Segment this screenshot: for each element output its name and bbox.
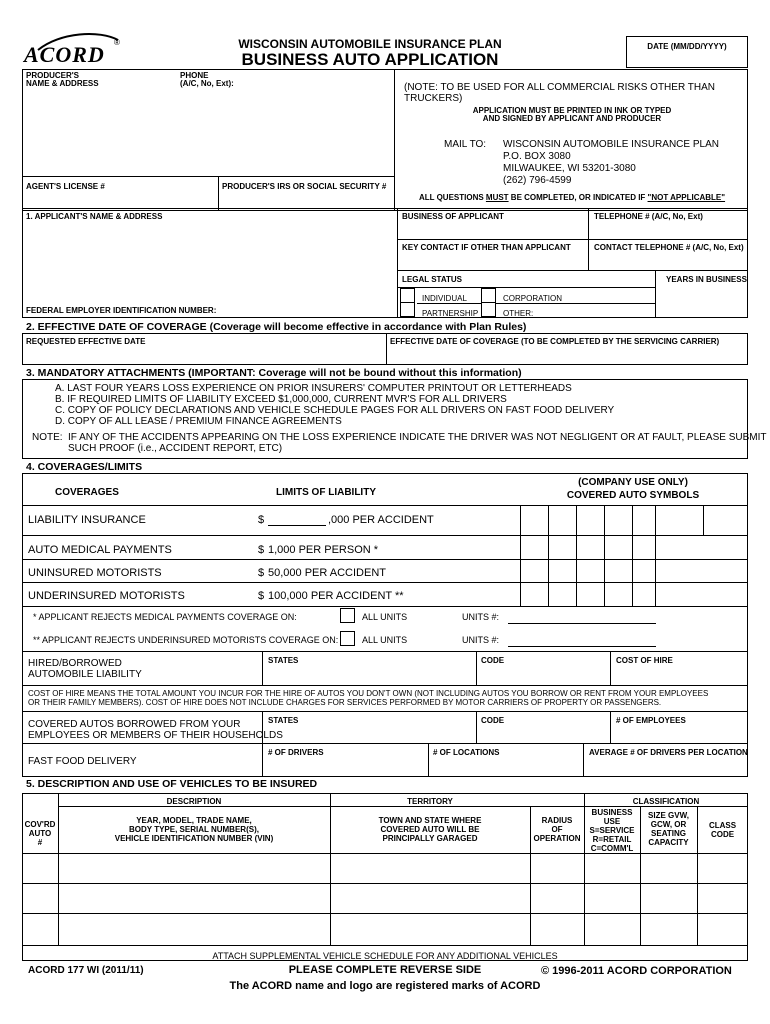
reject-med-checkbox[interactable] <box>340 608 355 623</box>
page-title: BUSINESS AUTO APPLICATION <box>241 50 499 69</box>
title-underline-box <box>238 49 525 70</box>
commercial-note: (NOTE: TO BE USED FOR ALL COMMERCIAL RISKS OTHER THAN TRUCKERS) <box>404 82 715 104</box>
borrowed-label-2: EMPLOYEES OR MEMBERS OF THEIR HOUSEHOLDS <box>28 730 283 741</box>
plan-name: WISCONSIN AUTOMOBILE INSURANCE PLAN <box>238 37 502 51</box>
date-field[interactable] <box>626 36 748 68</box>
vehicle-row[interactable] <box>23 884 747 913</box>
cost-note-line: COST OF HIRE MEANS THE TOTAL AMOUNT YOU INCUR FOR THE HIRE OF AUTOS YOU DON'T OWN (NOT INCLUDING AUTOS YOU BORROW OR RENT FROM YOUR EMPLOYEES <box>28 689 709 698</box>
limit-prefix: $ <box>258 544 265 556</box>
reject-uim-label: ** APPLICANT REJECTS UNDERINSURED MOTORISTS COVERAGE ON: <box>33 635 339 645</box>
limit-liability: ,000 PER ACCIDENT <box>328 514 434 526</box>
limit-prefix: $ <box>258 567 265 579</box>
all-questions-1: ALL QUESTIONS <box>418 193 486 202</box>
coverages-header: COVERAGES <box>55 487 119 498</box>
mail-line: WISCONSIN AUTOMOBILE INSURANCE PLAN <box>503 139 719 150</box>
coverage-uim: UNDERINSURED MOTORISTS <box>28 590 185 602</box>
limit-med-pay: 1,000 PER PERSON * <box>268 544 379 556</box>
coverage-um: UNINSURED MOTORISTS <box>28 567 162 579</box>
header-line: AUTO <box>28 829 52 838</box>
hired-label-2: AUTOMOBILE LIABILITY <box>28 669 142 680</box>
reject-uim-units-field[interactable] <box>508 635 656 647</box>
description-header: DESCRIPTION <box>166 797 222 806</box>
producer-name-label-2: NAME & ADDRESS <box>26 79 99 88</box>
note-label: NOTE: <box>32 432 63 443</box>
carrier-date-label: EFFECTIVE DATE OF COVERAGE (TO BE COMPLETED BY THE SERVICING CARRIER) <box>390 337 720 346</box>
applicant-name-field[interactable] <box>24 222 394 302</box>
town-header <box>330 816 530 843</box>
note-line-1: IF ANY OF THE ACCIDENTS APPEARING ON THE LOSS EXPERIENCE INDICATE THE DRIVER WAS NOT NEGLIGENT OR AT FAULT, PLEASE SUBMIT <box>68 432 767 443</box>
contact-telephone-label: CONTACT TELEPHONE # (A/C, No, Ext) <box>594 243 744 252</box>
header-line: # <box>37 838 43 847</box>
header-line: USE <box>603 817 621 826</box>
mail-line: P.O. BOX 3080 <box>503 151 571 162</box>
key-contact-label: KEY CONTACT IF OTHER THAN APPLICANT <box>402 243 571 252</box>
mail-to-label: MAIL TO: <box>444 139 487 150</box>
limit-um: 50,000 PER ACCIDENT <box>268 567 386 579</box>
limit-prefix: $ <box>258 590 265 602</box>
requested-date-field[interactable] <box>24 346 384 364</box>
units-label: UNITS #: <box>462 635 500 645</box>
attachments-list <box>55 383 614 427</box>
limit-uim: 100,000 PER ACCIDENT ** <box>268 590 404 602</box>
header-line: CODE <box>710 830 735 839</box>
note-line-2: SUCH PROOF (i.e., ACCIDENT REPORT, ETC) <box>68 443 283 454</box>
header-line: VEHICLE IDENTIFICATION NUMBER (VIN) <box>114 834 274 843</box>
section2-title: 2. EFFECTIVE DATE OF COVERAGE (Coverage will become effective in accordance with Plan Rules) <box>26 321 527 333</box>
corporation-label: CORPORATION <box>503 294 562 303</box>
header-line: R=RETAIL <box>592 835 632 844</box>
all-questions-notice <box>396 193 748 202</box>
individual-label: INDIVIDUAL <box>422 294 467 303</box>
cost-note <box>28 689 708 707</box>
business-use-header <box>584 808 640 853</box>
acord-logo <box>20 28 120 68</box>
limit-prefix: $ <box>258 514 265 526</box>
header-line: CAPACITY <box>648 838 689 847</box>
all-questions-na: "NOT APPLICABLE" <box>647 193 726 202</box>
code-label: CODE <box>481 716 505 725</box>
avg-drivers-label: AVERAGE # OF DRIVERS PER LOCATION <box>589 748 748 757</box>
vehicle-header <box>58 816 330 843</box>
ink-notice-1: APPLICATION MUST BE PRINTED IN INK OR TYPED <box>472 106 672 115</box>
limits-header: LIMITS OF LIABILITY <box>276 487 376 498</box>
form-number: ACORD 177 WI (2011/11) <box>28 965 144 976</box>
ink-notice-2: AND SIGNED BY APPLICANT AND PRODUCER <box>482 114 662 123</box>
business-label: BUSINESS OF APPLICANT <box>402 212 504 221</box>
header-line: COV'RD <box>24 820 56 829</box>
header-line: TOWN AND STATE WHERE <box>378 816 482 825</box>
borrowed-label: COVERED AUTOS BORROWED FROM YOUR <box>28 719 241 730</box>
header-line: RADIUS <box>541 816 573 825</box>
attachment-item: B. IF REQUIRED LIMITS OF LIABILITY EXCEED $1,000,000, CURRENT MVR'S FOR ALL DRIVERS <box>55 394 507 405</box>
company-use-line: (COMPANY USE ONLY) <box>578 477 688 488</box>
trademark: The ACORD name and logo are registered marks of ACORD <box>229 980 541 992</box>
mail-address <box>503 139 719 187</box>
num-employees-label: # OF EMPLOYEES <box>616 716 686 725</box>
header-line: COVERED AUTO WILL BE <box>380 825 480 834</box>
num-drivers-label: # OF DRIVERS <box>268 748 324 757</box>
coverage-med-pay: AUTO MEDICAL PAYMENTS <box>28 544 172 556</box>
producer-name-field[interactable] <box>24 90 392 174</box>
territory-header: TERRITORY <box>407 797 453 806</box>
reject-med-units-field[interactable] <box>508 612 656 624</box>
vehicle-row[interactable] <box>23 854 747 883</box>
telephone-label: TELEPHONE # (A/C, No, Ext) <box>594 212 703 221</box>
agent-license-label: AGENT'S LICENSE # <box>26 182 105 191</box>
all-questions-2: BE COMPLETED, OR INDICATED IF <box>508 193 648 202</box>
states-label: STATES <box>268 656 299 665</box>
classification-header: CLASSIFICATION <box>632 797 700 806</box>
states-label: STATES <box>268 716 299 725</box>
section4-title: 4. COVERAGES/LIMITS <box>26 461 143 473</box>
company-use-line: COVERED AUTO SYMBOLS <box>566 490 700 501</box>
partnership-label: PARTNERSHIP <box>422 309 479 318</box>
header-line: GCW, OR <box>650 820 687 829</box>
cost-of-hire-label: COST OF HIRE <box>616 656 673 665</box>
other-checkbox[interactable] <box>481 302 496 317</box>
attachment-item: A. LAST FOUR YEARS LOSS EXPERIENCE ON PRIOR INSURERS' COMPUTER PRINTOUT OR LETTERHEADS <box>55 383 572 394</box>
producer-phone-label-2: (A/C, No, Ext): <box>180 79 234 88</box>
other-label: OTHER: <box>503 309 534 318</box>
cost-note-line: OR THEIR FAMILY MEMBERS). COST OF HIRE DOES NOT INCLUDE CHARGES FOR SERVICES PERFORMED BY MOTOR CARRIERS OF PROPERTY OR PASSENGERS. <box>28 698 662 707</box>
fein-label: FEDERAL EMPLOYER IDENTIFICATION NUMBER: <box>26 306 217 315</box>
logo-text: ACORD <box>24 42 105 67</box>
mail-line: (262) 796-4599 <box>503 175 572 186</box>
section5-title: 5. DESCRIPTION AND USE OF VEHICLES TO BE INSURED <box>26 778 318 790</box>
mail-line: MILWAUKEE, WI 53201-3080 <box>503 163 636 174</box>
years-in-business-label: YEARS IN BUSINESS <box>666 275 747 284</box>
logo-registered: ® <box>114 38 120 47</box>
reject-med-label: * APPLICANT REJECTS MEDICAL PAYMENTS COVERAGE ON: <box>33 612 297 622</box>
fast-food-label: FAST FOOD DELIVERY <box>28 756 137 767</box>
header-line: S=SERVICE <box>589 826 635 835</box>
all-units-label: ALL UNITS <box>362 635 408 645</box>
code-label: CODE <box>481 656 505 665</box>
requested-date-label: REQUESTED EFFECTIVE DATE <box>26 337 146 346</box>
supplemental-note: ATTACH SUPPLEMENTAL VEHICLE SCHEDULE FOR ANY ADDITIONAL VEHICLES <box>212 951 558 961</box>
individual-checkbox[interactable] <box>400 288 415 303</box>
header-line: CLASS <box>708 821 737 830</box>
coverage-liability: LIABILITY INSURANCE <box>28 514 146 526</box>
header-line: PRINCIPALLY GARAGED <box>382 834 478 843</box>
units-label: UNITS #: <box>462 612 500 622</box>
vehicle-row[interactable] <box>23 914 747 944</box>
header-line: BODY TYPE, SERIAL NUMBER(S), <box>129 825 259 834</box>
company-use-header <box>520 477 746 501</box>
partnership-checkbox[interactable] <box>400 302 415 317</box>
all-questions-must: MUST <box>485 193 509 202</box>
radius-header <box>530 816 584 843</box>
size-header <box>640 811 697 847</box>
attachment-item: D. COPY OF ALL LEASE / PREMIUM FINANCE AGREEMENTS <box>55 416 342 427</box>
reverse-notice: PLEASE COMPLETE REVERSE SIDE <box>288 964 482 976</box>
date-label: DATE (MM/DD/YYYY) <box>647 42 727 51</box>
header-line: SIZE GVW, <box>648 811 689 820</box>
attachment-item: C. COPY OF POLICY DECLARATIONS AND VEHICLE SCHEDULE PAGES FOR ALL DRIVERS ON FAST FOOD DELIVERY <box>55 405 615 416</box>
producer-phone-label: PHONE <box>180 71 209 80</box>
header-line: C=COMM'L <box>590 844 634 853</box>
liability-limit-field[interactable] <box>268 514 326 526</box>
applicant-name-label: 1. APPLICANT'S NAME & ADDRESS <box>26 212 163 221</box>
all-units-label: ALL UNITS <box>362 612 408 622</box>
reject-uim-checkbox[interactable] <box>340 631 355 646</box>
num-locations-label: # OF LOCATIONS <box>433 748 500 757</box>
header-line: OF <box>551 825 563 834</box>
producer-name-label: PRODUCER'S <box>26 71 80 80</box>
header-line: SEATING <box>651 829 686 838</box>
header-line: OPERATION <box>533 834 581 843</box>
legal-status-label: LEGAL STATUS <box>402 275 462 284</box>
header-line: BUSINESS <box>591 808 633 817</box>
class-code-header <box>697 821 748 839</box>
corporation-checkbox[interactable] <box>481 288 496 303</box>
producer-irs-label: PRODUCER'S IRS OR SOCIAL SECURITY # <box>222 182 387 191</box>
copyright: © 1996-2011 ACORD CORPORATION <box>541 965 732 977</box>
hired-label: HIRED/BORROWED <box>28 658 122 669</box>
header-line: YEAR, MODEL, TRADE NAME, <box>136 816 252 825</box>
section3-title: 3. MANDATORY ATTACHMENTS (IMPORTANT: Coverage will not be bound without this information) <box>26 367 522 379</box>
covd-auto-header <box>22 820 58 847</box>
